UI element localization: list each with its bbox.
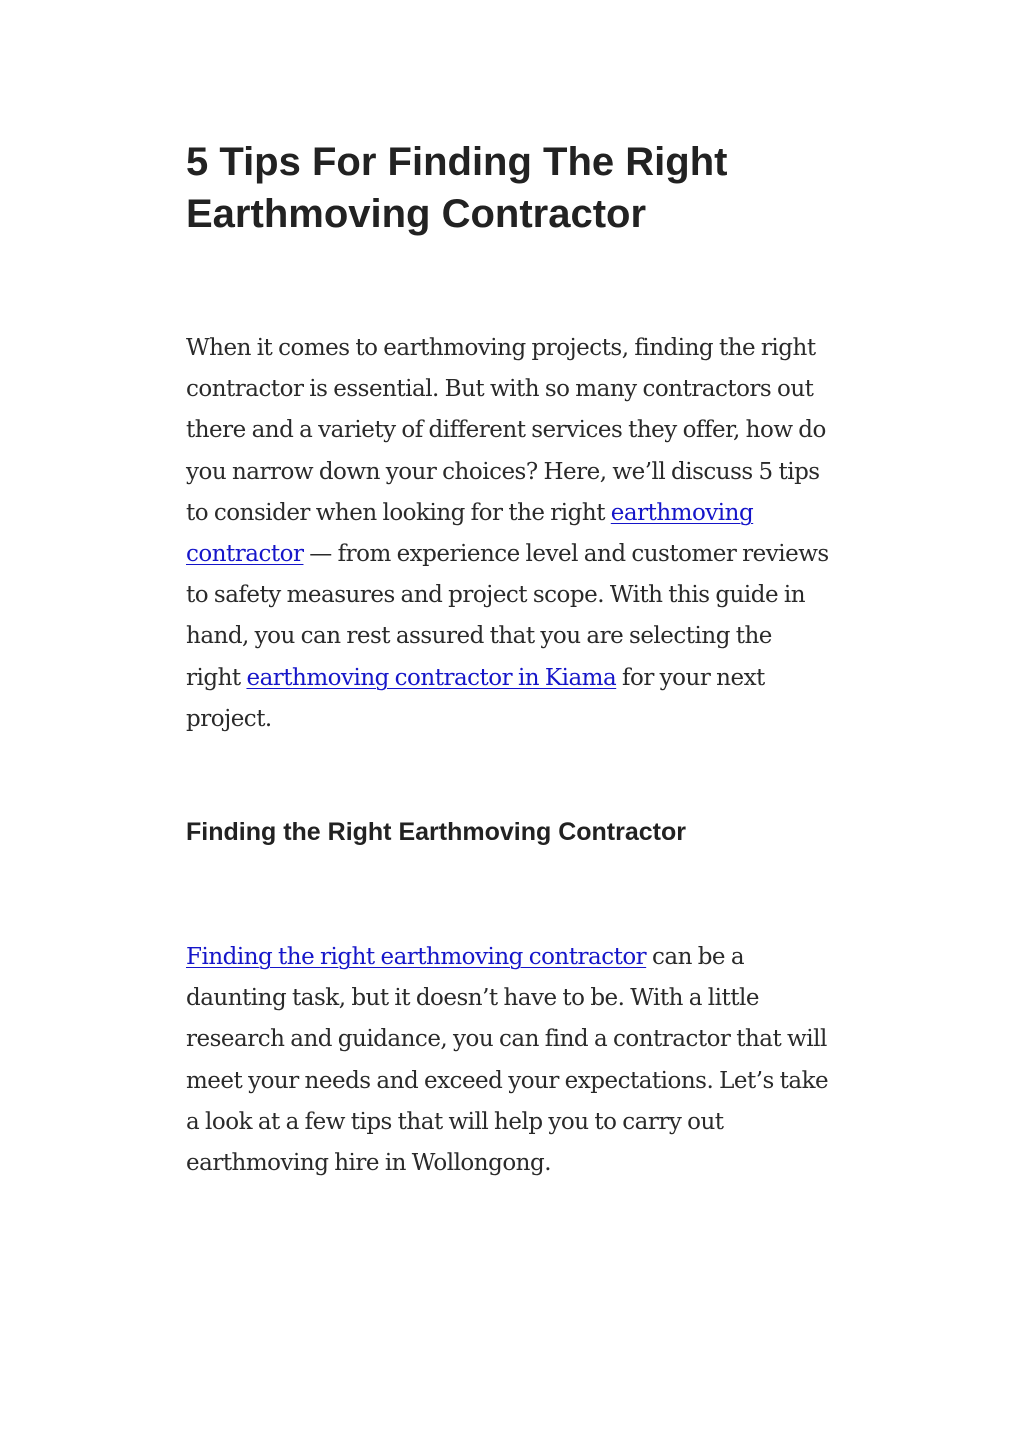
intro-text: for your next	[616, 664, 765, 691]
section-line: research and guidance, you can find a contractor that will	[186, 1026, 827, 1053]
finding-right-contractor-link[interactable]: Finding the right earthmoving contractor	[186, 944, 647, 970]
intro-text: to consider when looking for the right	[186, 499, 611, 526]
section-line: earthmoving hire in Wollongong.	[186, 1150, 552, 1177]
intro-line	[186, 493, 846, 534]
intro-line	[186, 658, 846, 699]
section-heading: Finding the Right Earthmoving Contractor	[186, 818, 686, 846]
title-line-1: 5 Tips For Finding The Right	[186, 140, 728, 184]
section-line: daunting task, but it doesn’t have to be. With a little	[186, 985, 759, 1012]
intro-text: — from experience level and customer reviews	[303, 541, 829, 568]
page-title	[186, 136, 846, 240]
section-line: a look at a few tips that will help you to carry out	[186, 1108, 724, 1135]
intro-line: to safety measures and project scope. With this guide in	[186, 582, 806, 609]
intro-line: contractor is essential. But with so many contractors out	[186, 376, 814, 403]
earthmoving-contractor-kiama-link[interactable]: earthmoving contractor in Kiama	[246, 664, 617, 691]
earthmoving-contractor-link-continued[interactable]: contractor	[186, 541, 304, 568]
section-line	[186, 937, 846, 978]
intro-line: When it comes to earthmoving projects, finding the right	[186, 335, 816, 361]
section-paragraph	[186, 937, 846, 1184]
intro-line: project.	[186, 705, 272, 732]
title-line-2: Earthmoving Contractor	[186, 192, 647, 236]
intro-paragraph	[186, 328, 846, 740]
earthmoving-contractor-link[interactable]: earthmoving	[610, 499, 754, 526]
intro-line	[186, 534, 846, 575]
section-line: meet your needs and exceed your expectations. Let’s take	[186, 1067, 829, 1094]
intro-line: hand, you can rest assured that you are selecting the	[186, 623, 772, 650]
intro-text: right	[186, 664, 247, 691]
section-text: can be a	[646, 944, 745, 970]
intro-line: there and a variety of different services they offer, how do	[186, 417, 826, 444]
intro-line: you narrow down your choices? Here, we’ll discuss 5 tips	[186, 458, 820, 485]
